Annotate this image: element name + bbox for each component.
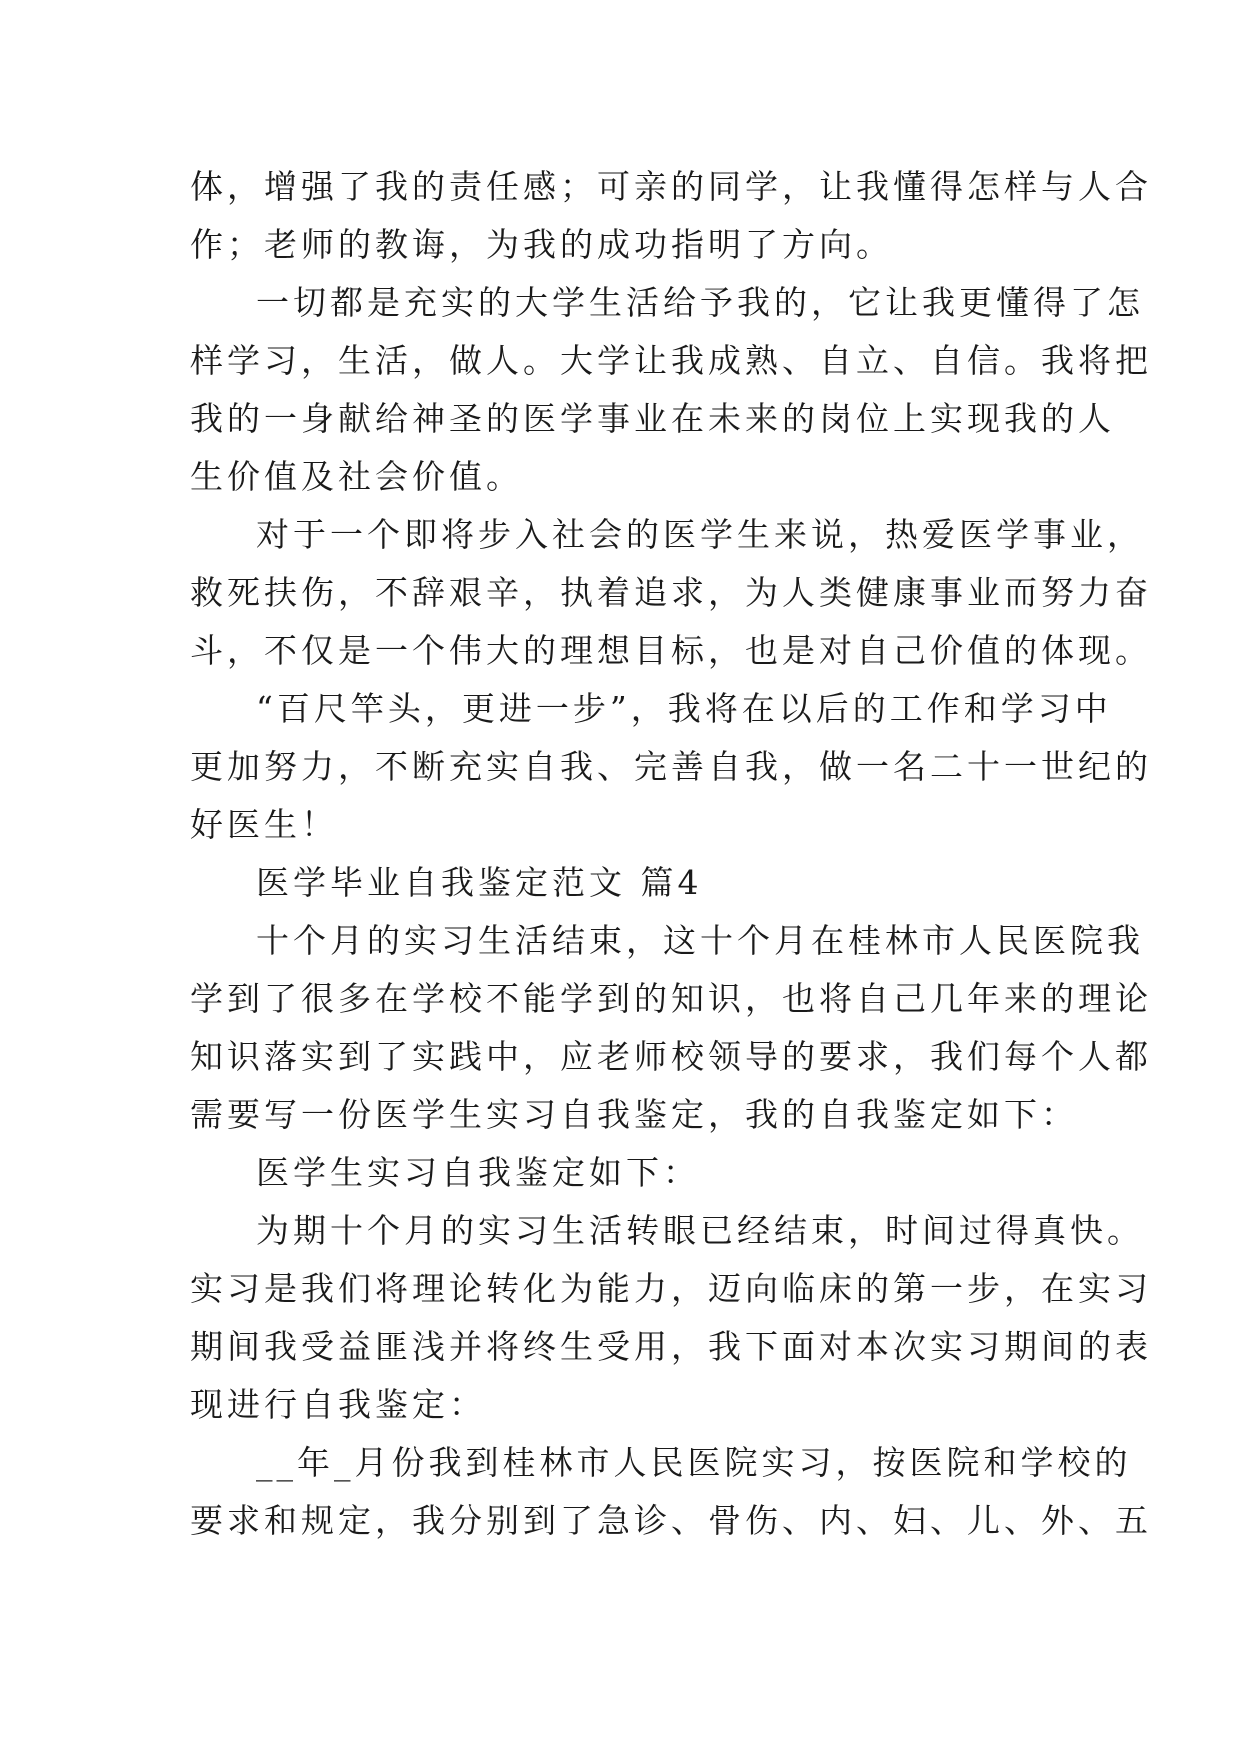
text-line: 一切都是充实的大学生活给予我的，它让我更懂得了怎 — [256, 283, 1144, 322]
text-line: 样学习，生活，做人。大学让我成熟、自立、自信。我将把 — [190, 341, 1152, 380]
text-line: 知识落实到了实践中，应老师校领导的要求，我们每个人都 — [190, 1037, 1152, 1076]
text-line: 现进行自我鉴定： — [190, 1385, 486, 1424]
text-line: 学到了很多在学校不能学到的知识，也将自己几年来的理论 — [190, 979, 1152, 1018]
text-line: 生价值及社会价值。 — [190, 457, 523, 496]
text-line: 医学毕业自我鉴定范文 篇4 — [256, 863, 703, 902]
text-line: 好医生！ — [190, 805, 338, 844]
text-line: 要求和规定，我分别到了急诊、骨伤、内、妇、儿、外、五 — [190, 1501, 1152, 1540]
text-line: 体，增强了我的责任感；可亲的同学，让我懂得怎样与人合 — [190, 167, 1152, 206]
document-body — [190, 158, 1152, 1550]
text-line: 期间我受益匪浅并将终生受用，我下面对本次实习期间的表 — [190, 1327, 1152, 1366]
text-line: 十个月的实习生活结束，这十个月在桂林市人民医院我 — [256, 921, 1144, 960]
text-line: 我的一身献给神圣的医学事业在未来的岗位上实现我的人 — [190, 399, 1115, 438]
text-line: 更加努力，不断充实自我、完善自我，做一名二十一世纪的 — [190, 747, 1152, 786]
text-line: 对于一个即将步入社会的医学生来说，热爱医学事业， — [256, 515, 1144, 554]
text-line: 需要写一份医学生实习自我鉴定，我的自我鉴定如下： — [190, 1095, 1078, 1134]
text-line: 医学生实习自我鉴定如下： — [256, 1153, 700, 1192]
text-line: 斗，不仅是一个伟大的理想目标，也是对自己价值的体现。 — [190, 631, 1152, 670]
text-line: 作；老师的教诲，为我的成功指明了方向。 — [190, 225, 893, 264]
text-line: 实习是我们将理论转化为能力，迈向临床的第一步，在实习 — [190, 1269, 1152, 1308]
text-line: “百尺竿头，更进一步”，我将在以后的工作和学习中 — [256, 689, 1112, 728]
text-line: __年_月份我到桂林市人民医院实习，按医院和学校的 — [256, 1443, 1132, 1482]
text-line: 为期十个月的实习生活转眼已经结束，时间过得真快。 — [256, 1211, 1144, 1250]
text-line: 救死扶伤，不辞艰辛，执着追求，为人类健康事业而努力奋 — [190, 573, 1152, 612]
